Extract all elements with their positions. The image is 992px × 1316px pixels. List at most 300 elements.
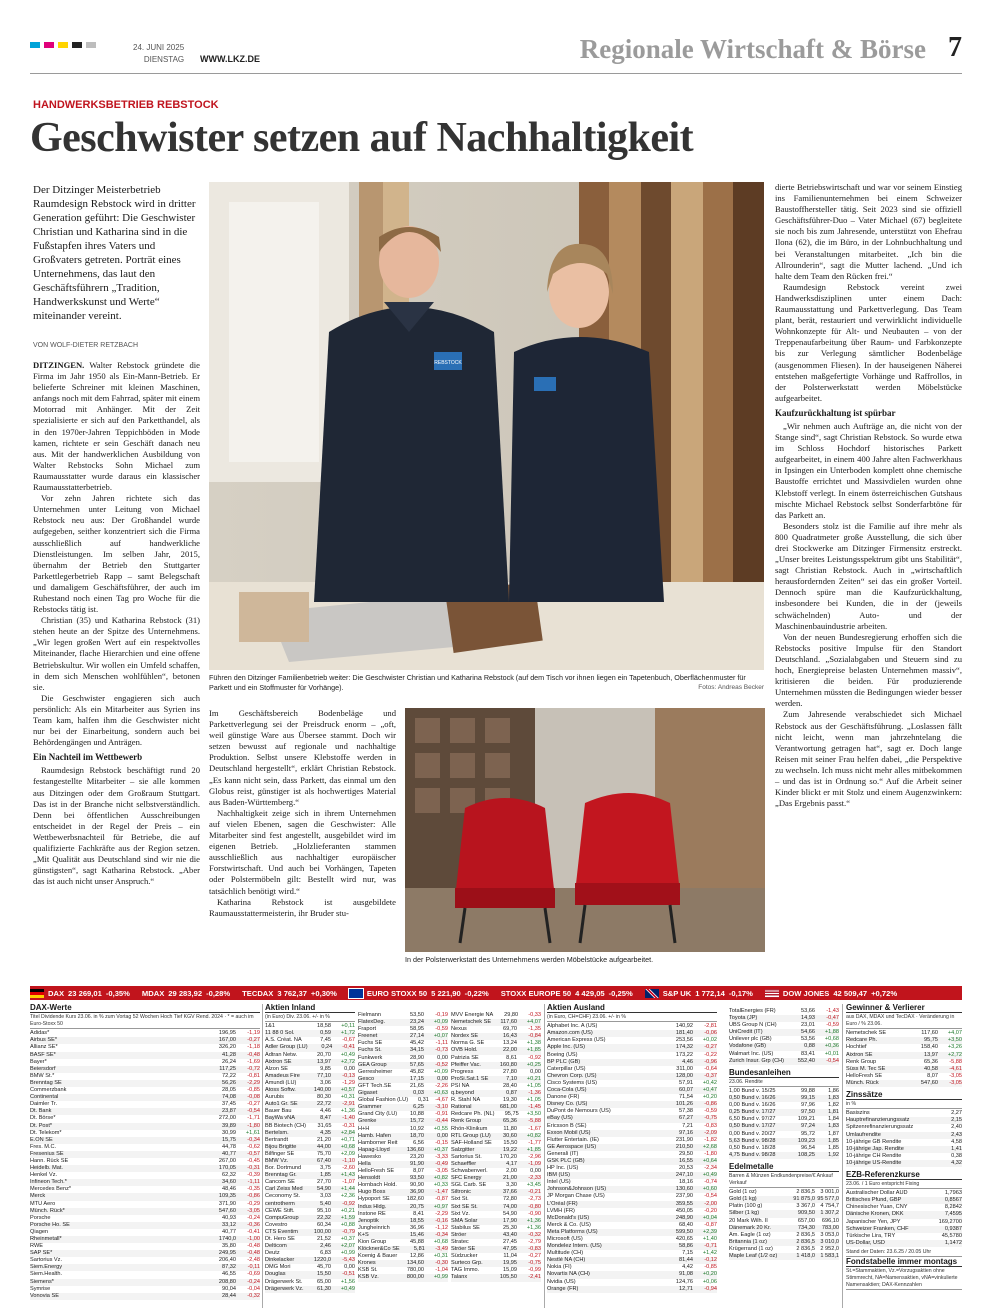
- cell-value: 105,50: [499, 1274, 517, 1281]
- cell-value: 97,16: [679, 1129, 693, 1136]
- article-paragraph: [209, 897, 396, 919]
- table-row: [358, 1189, 448, 1196]
- cell-value: 599,50: [675, 1228, 693, 1235]
- cell-value: 26,24: [222, 1058, 236, 1065]
- cell-change: +2,72: [947, 1051, 962, 1058]
- cell-value: 5,81: [413, 1246, 425, 1253]
- cell-change: +1,40: [702, 1236, 717, 1242]
- cell-value: 117,25: [219, 1065, 236, 1072]
- table-row: [547, 1052, 717, 1059]
- cell-change: +0,25: [526, 1061, 541, 1068]
- cell-change: 1,84: [828, 1116, 839, 1123]
- cell-value: 30,60: [503, 1132, 517, 1139]
- cell-change: +1,05: [526, 1097, 541, 1104]
- cell-change: -1,35: [528, 1026, 541, 1033]
- table-row: [265, 1144, 355, 1151]
- swatch-grey: [86, 42, 96, 48]
- cell-value: 800,00: [406, 1274, 424, 1281]
- table-row: [729, 1145, 839, 1152]
- cell-change: -2,29: [435, 1210, 448, 1217]
- cell-name: Ströer: [451, 1231, 467, 1238]
- cell-value: 54,90: [503, 1210, 517, 1217]
- cell-name: FlatexDeg.: [358, 1019, 386, 1026]
- cell-change: +1,42: [702, 1250, 717, 1257]
- table-row: [451, 1097, 541, 1104]
- table-row: [846, 1139, 962, 1146]
- table-row: [451, 1154, 541, 1161]
- cell-name: Bayer*: [30, 1058, 47, 1065]
- cell-name: Umlaufrendite: [846, 1131, 881, 1138]
- cell-value: 16,55: [679, 1157, 693, 1164]
- cell-name: Toyota (JP): [729, 1015, 758, 1022]
- cell-name: 0,50 Bund v. 16/26: [729, 1095, 776, 1102]
- cell-name: Schweizer Franken, CHF: [846, 1225, 909, 1232]
- cell-value: 547,60: [920, 1079, 938, 1086]
- index-value: 23 269,01: [68, 988, 102, 998]
- cell-name: Renk Group: [451, 1118, 482, 1125]
- table-row: [547, 1144, 717, 1151]
- cell-value: 210,50: [675, 1143, 693, 1150]
- cell-name: Drägerwerk St.: [265, 1278, 303, 1285]
- cell-value: 12,71: [679, 1285, 693, 1292]
- cell-name: Amazon.com (US): [547, 1030, 593, 1037]
- table-row: [358, 1090, 448, 1097]
- cell-name: HelloFresh SE: [846, 1072, 883, 1079]
- cell-change: +0,49: [340, 1285, 355, 1292]
- table-row: [265, 1193, 355, 1200]
- cell-change: 1,85: [828, 1144, 839, 1151]
- cell-name: Südzucker: [451, 1253, 478, 1260]
- table-row: [547, 1108, 717, 1115]
- table-row: [30, 1108, 260, 1115]
- cell-change: +3,50: [526, 1111, 541, 1118]
- cell-value: 19,95: [503, 1260, 517, 1267]
- table-row: [30, 1087, 260, 1094]
- table-row: [30, 1123, 260, 1130]
- cell-change: -3,49: [435, 1246, 448, 1253]
- cell-change: +1,43: [340, 1172, 355, 1179]
- table-row: [451, 1069, 541, 1076]
- cell-name: MTU Aero: [30, 1200, 56, 1207]
- cell-name: Walmart Inc. (US): [729, 1050, 774, 1057]
- paragraph-text: Raumdesign Rebstock beschäftigt rund 20 festangestellte Mitarbeiter – sie alle kommen aus Ditzingen oder dem Großraum Stuttgart. Das ist in der Branche nicht selbstverständlich. Denn bei öffentlichen Ausschreibungen entscheidet in der Regel der Preis – ein Wettbewerbsnachteil für Betriebe, die auf qualifizierte Fachkräfte aus der Region setzen. „Mit Qualität aus Deutschland sind wir nie die günstigsten“, sagt Katharina Rebstock. „Aber das ist auch nicht unser Anspruch.“: [33, 765, 200, 887]
- table-row: [265, 1023, 355, 1030]
- cell-value: 0,24: [321, 1044, 333, 1051]
- cell-change: -3,10: [435, 1104, 448, 1111]
- table-row: [30, 1250, 260, 1257]
- table-row: [30, 1115, 260, 1122]
- table-columns: (in Euro, CH=CHF) 23.06. +/- in %: [547, 1014, 717, 1022]
- cell-value: 44,78: [222, 1143, 236, 1150]
- table-bonds-metals: [729, 1008, 839, 1312]
- cell-name: Ceconomy St.: [265, 1193, 301, 1200]
- cell-value: 72,22: [222, 1072, 236, 1079]
- table-row: [451, 1239, 541, 1246]
- table-row: [547, 1151, 717, 1158]
- cell-value: 167,00: [218, 1037, 236, 1044]
- cell-value: 48,46: [222, 1186, 236, 1193]
- table-row: [30, 1080, 260, 1087]
- index-change: -0,17%: [728, 988, 753, 998]
- cell-name: Talanx: [451, 1274, 468, 1281]
- cell-value: 21,65: [410, 1082, 424, 1089]
- cell-value: 37,66: [503, 1189, 517, 1196]
- article-paragraph: [33, 493, 200, 615]
- table-row: [547, 1087, 717, 1094]
- cell-value: 8,41: [413, 1210, 424, 1217]
- cell-name: Freenet: [358, 1033, 378, 1040]
- cell-name: US-Dollar, USD: [846, 1239, 885, 1246]
- cell-name: Apple Inc. (US): [547, 1044, 585, 1051]
- cell-name: Cancom SE: [265, 1179, 295, 1186]
- cell-value: 95,75: [924, 1037, 938, 1044]
- table-row: [547, 1130, 717, 1137]
- table-row: [729, 1022, 839, 1029]
- cell-value: 40,93: [222, 1214, 236, 1221]
- table-row: [30, 1215, 260, 1222]
- cell-value: 57,65: [410, 1061, 424, 1068]
- cell-change: -0,83: [528, 1246, 541, 1253]
- cell-value: 67,27: [679, 1115, 693, 1122]
- table-row: [30, 1044, 260, 1051]
- table-row: [846, 1233, 962, 1240]
- paragraph-text: Im Geschäftsbereich Bodenbeläge und Parkettverlegung sei der Preisdruck enorm – „oft, weil günstige Ware aus Übersee stammt. Doch wir setzen bewusst auf regionale und nachhaltige Produktion. Selbst unsere Klebstoffe werden in Deutschland hergestellt“, erklärt Christian Rebstock. „Es kann nicht sein, dass Parkett, das einmal um den Globus reist, günstiger ist als hochwertiges Material aus Baden-Württemberg.“: [209, 708, 396, 807]
- table-row: [265, 1243, 355, 1250]
- cell-value: 4,17: [506, 1160, 517, 1167]
- table-row: [265, 1286, 355, 1293]
- dateline: DITZINGEN.: [33, 360, 85, 370]
- table-row: [358, 1104, 448, 1111]
- cell-name: CEWE Stift.: [265, 1207, 295, 1214]
- cell-name: Dt. Post*: [30, 1122, 53, 1129]
- table-row: [358, 1175, 448, 1182]
- cell-value: 93,50: [410, 1175, 424, 1182]
- cell-change: +1,36: [526, 1224, 541, 1231]
- cell-change: -1,36: [528, 1090, 541, 1097]
- cell-name: Hapag-Lloyd: [358, 1146, 390, 1153]
- cell-name: Caterpillar (US): [547, 1065, 586, 1072]
- article-paragraph: [775, 632, 962, 710]
- ticker-item: [142, 989, 230, 998]
- cell-name: Coca-Cola (US): [547, 1087, 587, 1094]
- cell-change: -0,92: [342, 1200, 355, 1207]
- cell-change: 0,00: [344, 1264, 355, 1271]
- cell-change: -0,92: [528, 1054, 541, 1061]
- cell-change: +0,55: [433, 1125, 448, 1132]
- index-change: -0,22%: [464, 988, 489, 998]
- table-row: [846, 1190, 962, 1197]
- cell-name: Redcare Ph.: [846, 1037, 878, 1044]
- cell-value: 734,30: [797, 1224, 815, 1231]
- cell-value: 1,85: [320, 1172, 331, 1179]
- cell-name: Koenig & Bauer: [358, 1253, 398, 1260]
- wallpaper-book: [239, 592, 309, 642]
- cell-value: 91,90: [410, 1160, 424, 1167]
- cell-value: 97,96: [801, 1102, 815, 1109]
- table-title: DAX-Werte: [30, 1004, 260, 1013]
- cell-value: 8,07: [927, 1072, 938, 1079]
- cell-change: -0,19: [435, 1012, 448, 1018]
- cell-name: centrotherm: [265, 1200, 295, 1207]
- table-row: [547, 1073, 717, 1080]
- cell-change: -0,21: [528, 1189, 541, 1196]
- table-row: [729, 1116, 839, 1123]
- cell-change: -1,04: [435, 1267, 448, 1274]
- cell-change: +3,45: [526, 1182, 541, 1189]
- table-row: [729, 1253, 839, 1260]
- cell-change: -5,88: [949, 1058, 962, 1065]
- cell-value: 8,47: [320, 1115, 331, 1122]
- cell-name: Fraport: [358, 1026, 377, 1033]
- cell-name: Global Fashion (LU): [358, 1097, 409, 1104]
- cell-change: -0,86: [247, 1193, 260, 1200]
- metal-title: Edelmetalle: [729, 1163, 839, 1172]
- table-row: [846, 1211, 962, 1218]
- cell-value: 97,24: [801, 1123, 815, 1130]
- cell-change: -2,26: [435, 1082, 448, 1089]
- table-row: [358, 1033, 448, 1040]
- cell-name: Generali (IT): [547, 1150, 579, 1157]
- data-stand: Stand der Daten: 23.6.25 / 20.05 Uhr: [846, 1249, 962, 1257]
- cell-value: 61,30: [317, 1285, 331, 1292]
- table-row: [265, 1052, 355, 1059]
- cell-value: 90,90: [410, 1182, 424, 1189]
- table-row: [547, 1059, 717, 1066]
- article-paragraph: [33, 693, 200, 748]
- cell-change: +1,56: [340, 1278, 355, 1285]
- cell-name: Johnson&Johnson (US): [547, 1186, 607, 1193]
- cell-name: Fielmann: [358, 1012, 382, 1018]
- article-paragraph: [775, 421, 962, 521]
- cell-change: 783,00: [821, 1224, 839, 1231]
- table-row: [729, 1131, 839, 1138]
- table-row: [30, 1172, 260, 1179]
- cell-name: Rational: [451, 1104, 472, 1111]
- cell-name: RWE: [30, 1243, 43, 1250]
- cell-name: eBay (US): [547, 1115, 573, 1122]
- cell-name: Delticom: [265, 1243, 287, 1250]
- cell-name: Hensoldt: [358, 1175, 381, 1182]
- table-row: [30, 1208, 260, 1215]
- table-row: [451, 1047, 541, 1054]
- cell-name: Hornbach Hold.: [358, 1182, 397, 1189]
- cell-value: 206,40: [218, 1257, 236, 1264]
- cell-name: McDonald's (US): [547, 1214, 590, 1221]
- table-row: [451, 1033, 541, 1040]
- cell-change: -0,75: [528, 1260, 541, 1267]
- cell-name: Sixt SE St.: [451, 1203, 478, 1210]
- cell-name: Covestro: [265, 1221, 288, 1228]
- table-row: [358, 1111, 448, 1118]
- cell-name: Cisco Systems (US): [547, 1079, 598, 1086]
- cell-name: DMG Mori: [265, 1264, 291, 1271]
- cell-change: -0,27: [528, 1253, 541, 1260]
- table-row: [358, 1218, 448, 1225]
- cell-change: +0,68: [824, 1036, 839, 1043]
- cell-name: Funkwerk: [358, 1054, 383, 1061]
- cell-change: -1,71: [247, 1115, 260, 1122]
- cell-change: +1,85: [526, 1146, 541, 1153]
- cell-change: +0,36: [824, 1043, 839, 1050]
- cell-change: -2,73: [528, 1196, 541, 1203]
- cell-value: 27,80: [503, 1068, 517, 1075]
- table-row: [30, 1137, 260, 1144]
- cell-change: +1,85: [526, 1047, 541, 1054]
- cell-value: 160,80: [499, 1061, 517, 1068]
- cell-value: 4,35: [320, 1129, 331, 1136]
- table-row: [358, 1126, 448, 1133]
- flag-de-icon: [30, 989, 44, 998]
- cell-value: 45,70: [317, 1264, 331, 1271]
- cell-value: 11,04: [503, 1253, 517, 1260]
- cell-name: Unilever plc (GB): [729, 1036, 772, 1043]
- cell-value: 21,20: [317, 1136, 331, 1143]
- article-column-2: [209, 708, 396, 972]
- cell-value: 36,96: [410, 1224, 424, 1231]
- cell-name: 0,25 Bund v. 17/27: [729, 1109, 776, 1116]
- cell-name: Aixtron SE: [265, 1058, 292, 1065]
- cell-value: 83,41: [801, 1050, 815, 1057]
- cell-name: Süss M. Tec SE: [846, 1065, 886, 1072]
- cell-value: 7,45: [320, 1037, 331, 1044]
- website-link[interactable]: WWW.LKZ.DE: [200, 54, 260, 64]
- cell-change: +0,42: [702, 1079, 717, 1086]
- table-row: [451, 1133, 541, 1140]
- table-row: [451, 1253, 541, 1260]
- index-label: DOW JONES: [782, 988, 830, 998]
- table-row: [358, 1211, 448, 1218]
- table-row: [30, 1236, 260, 1243]
- cell-name: Rhön-Klinikum: [451, 1125, 488, 1132]
- table-row: [30, 1186, 260, 1193]
- table-row: [451, 1225, 541, 1232]
- cell-change: -1,47: [435, 1189, 448, 1196]
- table-row: [451, 1211, 541, 1218]
- workshop-photo-illustration: [405, 708, 765, 952]
- cell-change: +0,71: [340, 1136, 355, 1143]
- table-row: [265, 1165, 355, 1172]
- table-row: [265, 1115, 355, 1122]
- cell-value: 58,86: [679, 1243, 693, 1250]
- cell-value: 100,00: [313, 1228, 331, 1235]
- index-label: EURO STOXX 50: [366, 988, 428, 998]
- table-row: [729, 1051, 839, 1058]
- cell-change: -2,09: [704, 1129, 717, 1136]
- cell-name: 10-jährige Jap. Rendite: [846, 1145, 904, 1152]
- cell-value: 91,08: [679, 1271, 693, 1278]
- table-row: [265, 1030, 355, 1037]
- table-row: [547, 1229, 717, 1236]
- index-change: -0,25%: [608, 988, 633, 998]
- cell-name: Pfeiffer Vac.: [451, 1061, 481, 1068]
- table-row: [358, 1026, 448, 1033]
- cell-name: Krones: [358, 1260, 376, 1267]
- cell-name: 6,50 Bund v. 97/27: [729, 1116, 776, 1123]
- cell-change: 1,86: [828, 1087, 839, 1094]
- table-row: [451, 1232, 541, 1239]
- cell-name: Siltronic: [451, 1189, 471, 1196]
- cell-change: -0,15: [435, 1139, 448, 1146]
- cell-name: Boeing (US): [547, 1051, 578, 1058]
- cell-change: -0,41: [247, 1228, 260, 1235]
- cell-value: 237,90: [675, 1193, 693, 1200]
- cell-change: 1 583,1: [820, 1253, 839, 1259]
- cell-name: Bertelsm.: [265, 1129, 289, 1136]
- cell-name: Norma G. SE: [451, 1040, 485, 1047]
- cell-change: -2,79: [528, 1239, 541, 1245]
- cell-value: 9,85: [320, 1065, 331, 1072]
- cell-value: 311,00: [676, 1065, 693, 1072]
- cell-name: Gold (1 kg): [729, 1196, 757, 1203]
- cell-value: 7,4595: [944, 1211, 962, 1218]
- cell-value: 3,75: [320, 1165, 331, 1172]
- cell-name: Grammer: [358, 1104, 382, 1111]
- paragraph-text: Walter Rebstock gründete die Firma im Jahr 1950 als Ein-Mann-Betrieb. Er belieferte Schreiner mit kleinen Maschinen, anfangs noch mit dem Fahrrad, später mit einem Motorrad mit Anhänger. Mit der Zeit spezialisierte er sich auf den Parketthandel, als in den 1970er-Jahren Teppichböden in Mode kamen, richtete er sein Geschäft danach neu aus. Mit der handwerklichen Ausbildung von Walter Rebstocks Sohn Michael zum Raumausstatter wurde daraus ein klassischer Raumausstatterbetrieb.: [33, 360, 201, 493]
- cell-value: 109,23: [797, 1137, 815, 1144]
- cell-value: 11,80: [503, 1125, 517, 1132]
- cell-change: -0,85: [704, 1264, 717, 1271]
- cell-change: +2,84: [340, 1129, 355, 1136]
- cell-change: +0,04: [702, 1214, 717, 1221]
- table-row: [451, 1168, 541, 1175]
- cell-name: Hella: [358, 1160, 371, 1167]
- cell-value: 16,43: [503, 1033, 517, 1040]
- table-dax-werte: [30, 1004, 260, 1308]
- cell-value: 57,38: [679, 1108, 693, 1115]
- cell-value: 45,5780: [941, 1232, 962, 1239]
- cell-value: 174,32: [675, 1044, 693, 1051]
- table-row: [547, 1250, 717, 1257]
- cell-name: Airbus SE*: [30, 1037, 58, 1044]
- cell-value: 208,80: [218, 1278, 236, 1285]
- table-row: [358, 1133, 448, 1140]
- cell-value: 552,40: [797, 1057, 815, 1064]
- cell-name: Hamborner Reit: [358, 1139, 398, 1146]
- cell-name: Meta Platforms (US): [547, 1228, 598, 1235]
- cell-change: 1,83: [828, 1123, 839, 1130]
- cell-value: 3,03: [320, 1193, 331, 1200]
- table-row: [451, 1104, 541, 1111]
- cell-change: 0,00: [530, 1168, 541, 1175]
- cell-name: 20 Mark Wilh. II: [729, 1217, 768, 1224]
- table-row: [358, 1055, 448, 1062]
- table-row: [30, 1279, 260, 1286]
- article-paragraph: [209, 808, 396, 897]
- cell-change: 1,87: [828, 1130, 839, 1137]
- cell-name: SMA Solar: [451, 1217, 478, 1224]
- cell-name: Henkel Vz.: [30, 1172, 58, 1179]
- cell-value: 2,15: [951, 1117, 962, 1124]
- cell-value: 25,30: [503, 1224, 517, 1231]
- svg-text:REBSTOCK: REBSTOCK: [434, 360, 462, 366]
- cell-change: -1,12: [435, 1224, 448, 1231]
- cell-value: 30,99: [222, 1129, 236, 1136]
- cell-change: -5,88: [528, 1118, 541, 1125]
- cell-change: -2,96: [528, 1153, 541, 1160]
- cell-change: -0,47: [826, 1015, 839, 1022]
- cell-name: GE Aerospace (US): [547, 1143, 597, 1150]
- cell-change: 1,83: [828, 1095, 839, 1102]
- cell-value: 97,50: [801, 1109, 815, 1116]
- cell-value: 22,72: [317, 1101, 331, 1108]
- cell-value: 124,76: [675, 1278, 693, 1285]
- cell-name: Surteco Grp.: [451, 1260, 483, 1267]
- article-byline: VON WOLF-DIETER RETZBACH: [33, 342, 139, 349]
- cell-value: 2 836,5: [796, 1238, 815, 1245]
- cell-change: -0,59: [435, 1026, 448, 1033]
- cell-value: 371,90: [218, 1200, 236, 1207]
- cell-value: 77,10: [317, 1072, 331, 1079]
